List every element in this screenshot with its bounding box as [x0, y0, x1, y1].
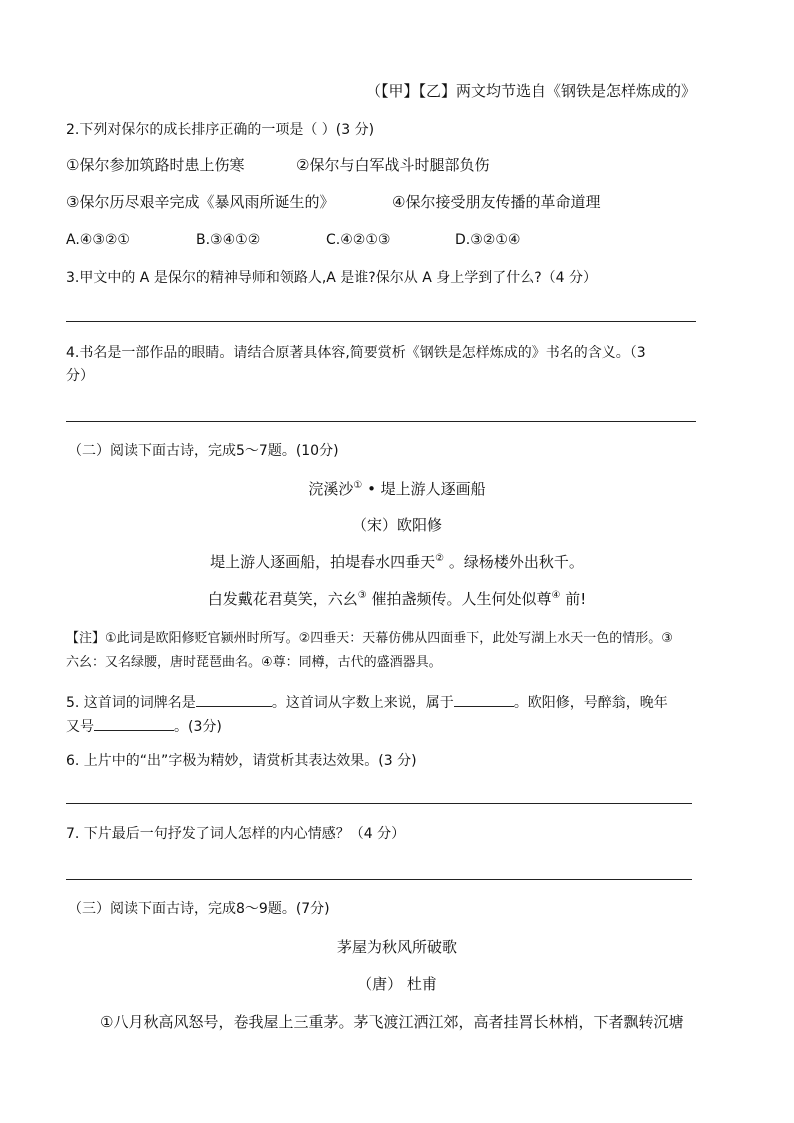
answer-blank-late-name[interactable] — [94, 716, 174, 731]
answer-blank-ci-pai[interactable] — [196, 692, 272, 707]
question-2-item-3: ③保尔历尽艰辛完成《暴风雨所诞生的》 — [66, 193, 335, 211]
poem-1-title: 浣溪沙① • 堤上游人逐画船 — [308, 480, 486, 498]
poem-1-author: （宋）欧阳修 — [351, 516, 442, 534]
poem-2-title: 茅屋为秋风所破歌 — [336, 938, 457, 956]
section-3-heading: （三）阅读下面古诗，完成8～9题。(7分) — [68, 901, 330, 917]
question-2-option-d: D.③②①④ — [455, 232, 521, 248]
question-2-item-1: ①保尔参加筑路时患上伤寒 — [66, 156, 245, 174]
poem-1-verse-1: 堤上游人逐画船，拍堤春水四垂天② 。绿杨楼外出秋千。 — [210, 553, 584, 571]
answer-line-q4 — [66, 421, 696, 422]
poem-1-note-line-1: 【注】①此词是欧阳修贬官颍州时所写。②四垂天：天幕仿佛从四面垂下，此处写湖上水天一色的情形。③ — [66, 631, 673, 646]
question-5-line-1: 5. 这首词的词牌名是 。这首词从字数上来说，属于 。欧阳修，号醉翁，晚年 — [66, 692, 668, 710]
question-7-stem: 7. 下片最后一句抒发了词人怎样的内心情感？（4 分） — [66, 826, 406, 842]
question-2-option-a: A.④③②① — [66, 232, 130, 248]
question-3-stem: 3.甲文中的 A 是保尔的精神导师和领路人,A 是谁?保尔从 A 身上学到了什么?（4 分） — [66, 270, 598, 286]
answer-blank-word-count-type[interactable] — [454, 692, 514, 707]
question-2-stem: 2.下列对保尔的成长排序正确的一项是（ ）(3 分) — [66, 122, 375, 138]
poem-2-author: （唐） 杜甫 — [357, 975, 437, 993]
answer-line-q6 — [66, 803, 692, 804]
question-2-option-b: B.③④①② — [196, 232, 261, 248]
question-6-stem: 6. 上片中的“出”字极为精妙，请赏析其表达效果。(3 分) — [66, 753, 417, 769]
question-4-stem-line-2: 分） — [66, 368, 94, 384]
question-5-line-2: 又号 。(3分) — [66, 716, 222, 734]
section-2-heading: （二）阅读下面古诗，完成5～7题。(10分) — [68, 443, 339, 459]
question-2-item-4: ④保尔接受朋友传播的革命道理 — [392, 193, 601, 211]
answer-line-q7 — [66, 879, 692, 880]
answer-line-q3 — [66, 321, 696, 322]
poem-1-verse-2: 白发戴花君莫笑，六幺③ 催拍盏频传。人生何处似尊④ 前! — [207, 590, 587, 608]
source-note: （【甲】【乙】两文均节选自《钢铁是怎样炼成的》 — [366, 82, 697, 100]
question-4-stem-line-1: 4.书名是一部作品的眼睛。请结合原著具体容,简要赏析《钢铁是怎样炼成的》书名的含义。（3 — [66, 345, 646, 361]
poem-2-verse-1: ①八月秋高风怒号，卷我屋上三重茅。茅飞渡江洒江郊，高者挂罥长林梢，下者飘转沉塘 — [100, 1013, 684, 1031]
poem-1-note-line-2: 六幺：又名绿腰，唐时琵琶曲名。④尊：同樽，古代的盛酒器具。 — [66, 655, 442, 670]
question-2-option-c: C.④②①③ — [326, 232, 391, 248]
question-2-item-2: ②保尔与白军战斗时腿部负伤 — [296, 156, 490, 174]
